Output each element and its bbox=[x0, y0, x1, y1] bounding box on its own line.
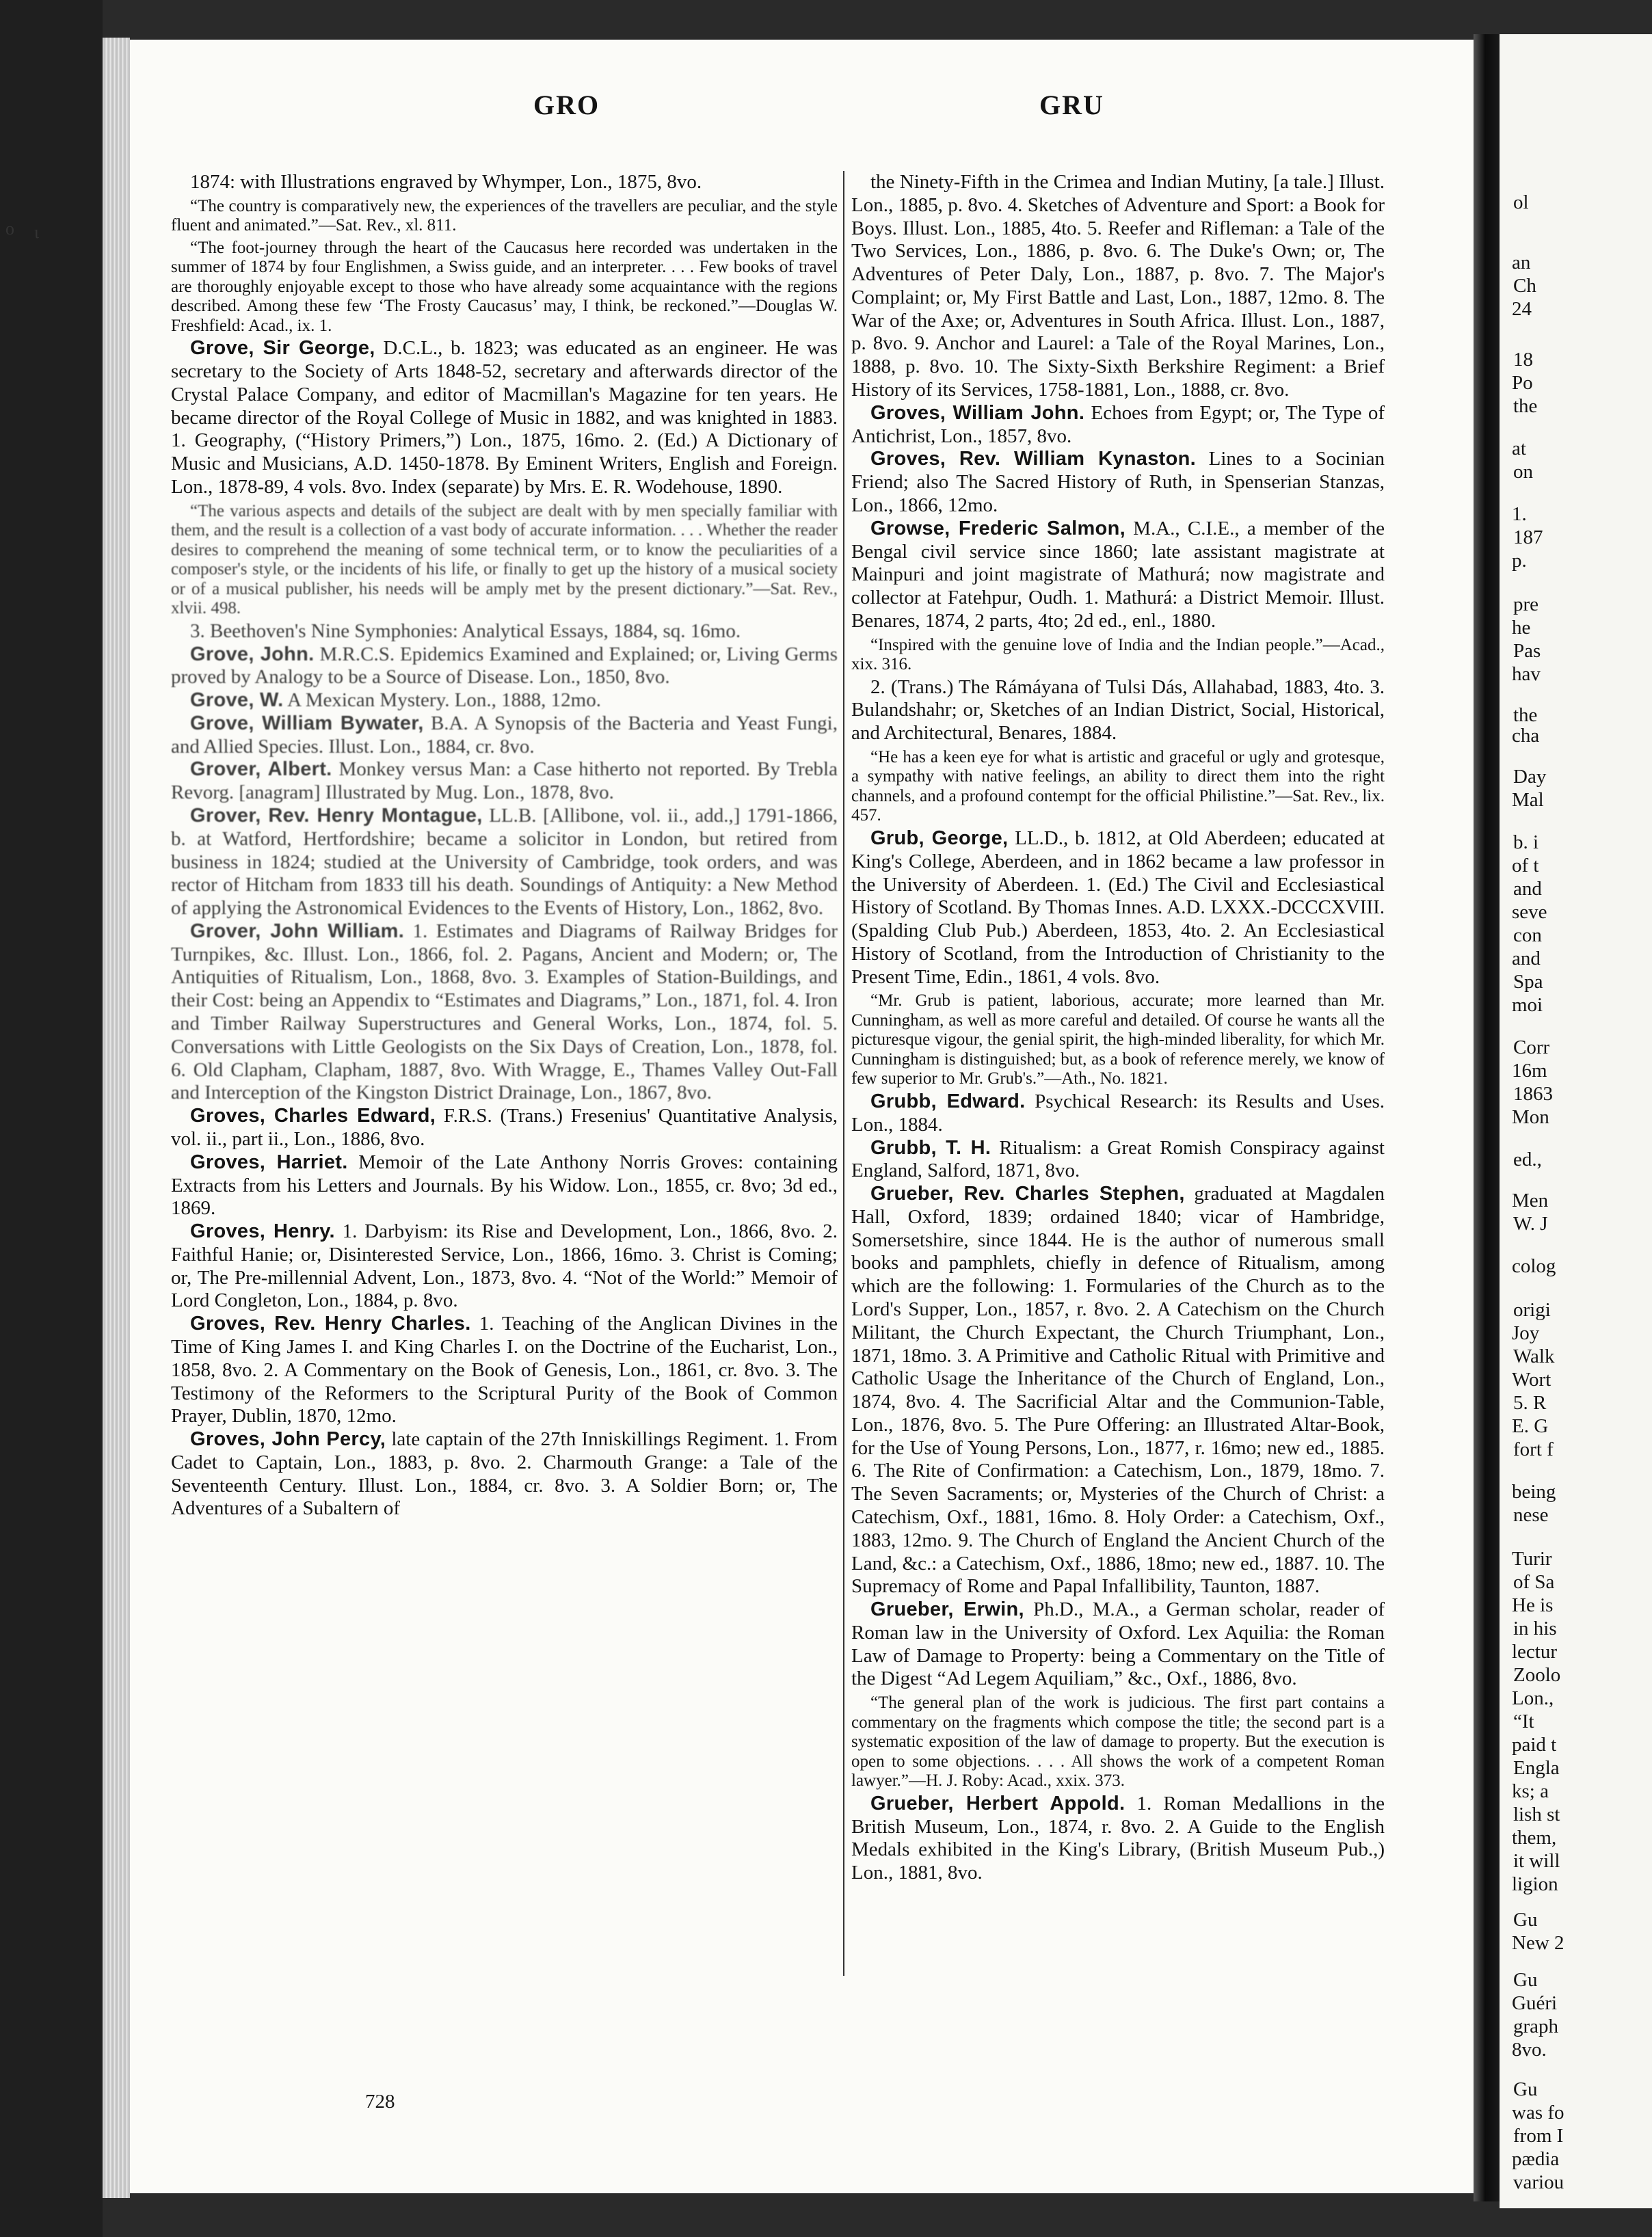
entry-headword: Groves, Charles Edward, bbox=[190, 1105, 436, 1127]
left-cover-edge bbox=[0, 0, 103, 2237]
facing-page-text-fragment: lectur bbox=[1512, 1641, 1558, 1663]
facing-page-text-fragment: fort f bbox=[1513, 1438, 1554, 1460]
facing-page-text-fragment: hav bbox=[1512, 663, 1541, 685]
dictionary-entry bbox=[851, 1137, 1385, 1183]
facing-page-text-fragment: Corr bbox=[1513, 1036, 1550, 1058]
dictionary-entry bbox=[171, 689, 838, 712]
facing-page-text-fragment: Gu bbox=[1513, 2078, 1538, 2100]
entry-continuation bbox=[171, 171, 838, 194]
running-header-right: GRU bbox=[1039, 90, 1104, 120]
entry-headword: Grover, Rev. Henry Montague, bbox=[190, 805, 483, 827]
column-rule bbox=[843, 171, 844, 1976]
page-number: 728 bbox=[365, 2091, 395, 2113]
facing-page-text-fragment: Spa bbox=[1513, 971, 1543, 993]
entry-text: M.A., C.I.E., a member of the Bengal civil service since 1860; late assistant magistrate at Mainpuri and joint magistrate of Mathurá; now magistrate and collector at Fatehpur, Oudh. 1. Mathurá: a District Memoir. Illust. Benares, 1874, 2 parts, 4to; 2d ed., enl., 1880. bbox=[851, 517, 1385, 632]
entry-text: 3. Beethoven's Nine Symphonies: Analytical Essays, 1884, sq. 16mo. bbox=[190, 619, 741, 642]
facing-page-text-fragment: them, bbox=[1512, 1827, 1557, 1849]
review-quote: “The country is comparatively new, the experiences of the travellers are peculiar, and the style fluent and animated.”—Sat. Rev., xl. 811. bbox=[171, 196, 838, 235]
entry-headword: Grub, George, bbox=[870, 827, 1009, 849]
entry-text: graduated at Magdalen Hall, Oxford, 1839; ordained 1840; vicar of Hambridge, Somersetshire, since 1844. He is the author of numerous small books and pamphlets, chiefly in defence of Ritualism, among which are the following: 1. Formularies of the Church as to the Lord's Supper, Lon., 1857, r. 8vo. 2. A Catechism on the Church Militant, the Church Expectant, the Church Triumphant, Lon., 1871, 18mo. 3. A Primitive and Catholic Ritual with Primitive and Catholic Usage the Inheritance of the Church of England, Lon., 1874, 8vo. 4. The Sacrificial Altar and the Communion-Table, Lon., 1876, 8vo. 5. The Pure Offering: an Illustrated Altar-Book, for the Use of Young Persons, Lon., 1877, r. 16mo; new ed., 1885. 6. The Rite of Confirmation: a Catechism, Lon., 1879, 18mo. 7. The Seven Sacraments; or, Mysteries of the Church of Christ: a Catechism, Oxf., 1881, 16mo. 8. Holy Order: a Catechism, Oxf., 1883, 12mo. 9. The Church of England the Ancient Church of the Land, &c.: a Catechism, Oxf., 1886, 18mo; new ed., 1887. 10. The Supremacy of Rome and Papal Infallibility, Taunton, 1887. bbox=[851, 1183, 1385, 1598]
entry-text: Ph.D., M.A., a German scholar, reader of Roman law in the University of Oxford. Lex Aquilia: the Roman Law of Damage to Property: being a Commentary on the Title of the Digest “Ad Legem Aquiliam,” &c., Oxf., 1886, 8vo. bbox=[851, 1598, 1385, 1690]
dictionary-entry bbox=[851, 402, 1385, 448]
facing-page-text-fragment: Zoolo bbox=[1513, 1664, 1561, 1686]
facing-page-text-fragment: origi bbox=[1513, 1299, 1551, 1321]
facing-page-text-fragment: pre bbox=[1513, 593, 1539, 615]
entry-text: F.R.S. (Trans.) Fresenius' Quantitative Analysis, vol. ii., part ii., Lon., 1886, 8vo. bbox=[171, 1105, 838, 1150]
entry-text: 1. Estimates and Diagrams of Railway Bridges for Turnpikes, &c. Illust. Lon., 1866, fol. 2. Pagans, Ancient and Modern; or, The Antiquities of Ritualism, Lon., 1868, 8vo. 3. Examples of Station-Buildings, and their Cost: being an Appendix to “Estimates and Diagrams,” Lon., 1871, fol. 4. Iron and Timber Railway Superstructures and General Works, Lon., 1874, fol. 5. Conversations with Little Geologists on the Six Days of Creation, Lon., 1878, fol. 6. Old Clapham, Clapham, 1887, 8vo. With Wragge, E., Thames Valley Out-Fall and Interception of the Kingston District Drainage, Lon., 1867, 8vo. bbox=[171, 920, 838, 1104]
facing-page-text-fragment: 1. bbox=[1512, 503, 1527, 525]
entry-headword: Grove, John. bbox=[190, 643, 315, 665]
right-column bbox=[851, 171, 1385, 1885]
dictionary-entry bbox=[851, 518, 1385, 633]
facing-page-text-fragment: graph bbox=[1513, 2015, 1559, 2037]
dictionary-entry bbox=[851, 448, 1385, 517]
facing-page-text-fragment: Day bbox=[1513, 766, 1547, 788]
facing-page-text-fragment: from I bbox=[1513, 2125, 1564, 2147]
review-quote: “Mr. Grub is patient, laborious, accurate; more learned than Mr. Cunningham, as well as more careful and detailed. Of course he wants all the picturesque vigour, the genial spirit, the high-minded liberality, for which Mr. Cunningham is distinguished; but, as a book of reference merely, we know of few superior to Mr. Grub's.”—Ath., No. 1821. bbox=[851, 991, 1385, 1088]
entry-headword: Grubb, Edward. bbox=[870, 1090, 1026, 1112]
facing-page-text-fragment: New 2 bbox=[1512, 1932, 1564, 1954]
dictionary-entry bbox=[171, 758, 838, 805]
entry-headword: Grueber, Herbert Appold. bbox=[870, 1792, 1125, 1814]
facing-page-text-fragment: ed., bbox=[1513, 1149, 1542, 1170]
entry-headword: Grover, John William. bbox=[190, 920, 405, 942]
facing-page-text-fragment: cha bbox=[1512, 725, 1540, 747]
entry-text: 1. Darbyism: its Rise and Development, Lon., 1866, 8vo. 2. Faithful Hanie; or, Disinterested Service, Lon., 1866, 16mo. 3. Christ is Coming; or, The Pre-millennial Advent, Lon., 1873, 8vo. 4. “Not of the World:” Memoir of Lord Congleton, Lon., 1884, p. 8vo. bbox=[171, 1220, 838, 1312]
review-quote: “He has a keen eye for what is artistic and graceful or ugly and grotesque, a sympathy with native feelings, an ability to direct them into the right channels, and a profound contempt for the official Philistine.”—Sat. Rev., lix. 457. bbox=[851, 747, 1385, 825]
entry-headword: Grueber, Erwin, bbox=[870, 1598, 1024, 1621]
facing-page-text-fragment: Wort bbox=[1512, 1369, 1551, 1391]
facing-page-text-fragment: of Sa bbox=[1513, 1571, 1555, 1593]
dictionary-entry bbox=[171, 337, 838, 498]
facing-page-text-fragment: “It bbox=[1513, 1711, 1534, 1732]
facing-page-text-fragment: was fo bbox=[1512, 2102, 1564, 2124]
dictionary-entry bbox=[171, 805, 838, 920]
dictionary-entry bbox=[851, 1598, 1385, 1691]
entry-headword: Groves, Rev. William Kynaston. bbox=[870, 448, 1196, 470]
entry-text: 1. Roman Medallions in the British Museum, Lon., 1874, r. 8vo. 2. A Guide to the English Medals exhibited in the King's Library, (British Museum Pub.,) Lon., 1881, 8vo. bbox=[851, 1792, 1385, 1884]
entry-text: 2. (Trans.) The Rámáyana of Tulsi Dás, Allahabad, 1883, 4to. 3. Bulandshahr; or, Sketches of an Indian District, Social, Historical, and Architectural, Benares, 1884. bbox=[851, 675, 1385, 745]
facing-page-text-fragment: b. i bbox=[1513, 831, 1539, 853]
book-gutter bbox=[1474, 34, 1500, 2201]
entry-text: LL.D., b. 1812, at Old Aberdeen; educated at King's College, Aberdeen, and in 1862 became a law professor in the University of Aberdeen. 1. (Ed.) The Civil and Ecclesiastical History of Scotland. By Thomas Innes. A.D. LXXX.-DCCCXVIII. (Spalding Club Pub.) Aberdeen, 1853, 4to. 2. An Ecclesiastical History of Scotland, from the Introduction of Christianity to the Present Time, Edin., 1861, 4 vols. 8vo. bbox=[851, 827, 1385, 988]
facing-page-text-fragment: colog bbox=[1512, 1255, 1556, 1277]
entry-continuation bbox=[851, 676, 1385, 745]
facing-page-text-fragment: Joy bbox=[1512, 1322, 1540, 1344]
running-header-left: GRO bbox=[533, 90, 600, 120]
facing-page-text-fragment: 1863 bbox=[1513, 1083, 1553, 1105]
facing-page-text-fragment: 18 bbox=[1513, 349, 1533, 371]
entry-continuation bbox=[851, 171, 1385, 402]
entry-text: Ritualism: a Great Romish Conspiracy against England, Salford, 1871, 8vo. bbox=[851, 1136, 1385, 1182]
dictionary-entry bbox=[851, 827, 1385, 989]
dictionary-entry bbox=[171, 1151, 838, 1220]
entry-text: Monkey versus Man: a Case hitherto not reported. By Trebla Revorg. [anagram] Illustrated by Mug. Lon., 1878, 8vo. bbox=[171, 758, 838, 804]
entry-headword: Grover, Albert. bbox=[190, 758, 332, 781]
facing-page-text-fragment: ks; a bbox=[1512, 1780, 1549, 1802]
facing-page-text-fragment: Turir bbox=[1512, 1548, 1552, 1570]
dictionary-entry bbox=[171, 643, 838, 690]
dictionary-entry bbox=[171, 1220, 838, 1313]
entry-text: the Ninety-Fifth in the Crimea and Indian Mutiny, [a tale.] Illust. Lon., 1885, p. 8vo. 4. Sketches of Adventure and Sport: a Book for Boys. Illust. Lon., 1885, 4to. 5. Reefer and Rifleman: a Tale of the Two Services, Lon., 1886, p. 8vo. 6. The Duke's Own; or, The Adventures of Peter Daly, Lon., 1887, p. 8vo. 7. The Major's Complaint; or, My First Battle and Last, Lon., 1887, 12mo. 8. The War of the Axe; or, Adventures in South Africa. Illust. Lon., 1887, p. 8vo. 9. Anchor and Laurel: a Tale of the Royal Marines, Lon., 1888, p. 8vo. 10. The Sixty-Sixth Berkshire Regiment: a Brief History of its Services, 1758-1881, Lon., 1888, cr. 8vo. bbox=[851, 171, 1385, 401]
facing-page-text-fragment: the bbox=[1513, 704, 1538, 726]
facing-page bbox=[1500, 34, 1652, 2208]
facing-page-text-fragment: lish st bbox=[1513, 1804, 1560, 1825]
facing-page-text-fragment: Mon bbox=[1512, 1106, 1549, 1128]
entry-headword: Groves, Harriet. bbox=[190, 1151, 348, 1173]
entry-continuation bbox=[171, 620, 838, 643]
facing-page-text-fragment: pædia bbox=[1512, 2148, 1560, 2170]
dictionary-entry bbox=[171, 920, 838, 1105]
facing-page-text-fragment: 16m bbox=[1512, 1060, 1547, 1082]
page-stack-edge bbox=[103, 38, 130, 2198]
facing-page-text-fragment: and bbox=[1512, 948, 1541, 969]
entry-headword: Groves, Henry. bbox=[190, 1220, 335, 1243]
facing-page-text-fragment: nese bbox=[1513, 1504, 1549, 1526]
entry-headword: Groves, William John. bbox=[870, 401, 1085, 424]
dictionary-entry bbox=[171, 1105, 838, 1151]
facing-page-text-fragment: 24 bbox=[1512, 298, 1532, 320]
entry-text: A Mexican Mystery. Lon., 1888, 12mo. bbox=[283, 689, 601, 712]
facing-page-text-fragment: of t bbox=[1512, 855, 1539, 876]
entry-headword: Grove, Sir George, bbox=[190, 337, 375, 360]
entry-headword: Groves, John Percy, bbox=[190, 1428, 386, 1451]
entry-text: Echoes from Egypt; or, The Type of Antichrist, Lon., 1857, 8vo. bbox=[851, 401, 1385, 447]
facing-page-text-fragment: p. bbox=[1512, 550, 1527, 572]
entry-text: B.A. A Synopsis of the Bacteria and Yeast Fungi, and Allied Species. Illust. Lon., 1884, cr. 8vo. bbox=[171, 712, 838, 758]
facing-page-text-fragment: Lon., bbox=[1512, 1687, 1554, 1709]
left-column bbox=[171, 171, 838, 1521]
entry-text: LL.B. [Allibone, vol. ii., add.,] 1791-1866, b. at Watford, Hertfordshire; became a solicitor in London, but retired from business in 1824; studied at the University of Cambridge, took orders, and was rector of Hitcham from 1833 till his death. Soundings of Antiquity: a New Method of applying the Astronomical Evidences to the Events of History, Lon., 1862, 8vo. bbox=[171, 805, 838, 920]
facing-page-text-fragment: he bbox=[1512, 617, 1531, 639]
review-quote: “The foot-journey through the heart of the Caucasus here recorded was undertaken in the summer of 1874 by four Englishmen, a Swiss guide, and an interpreter. . . . Few books of travel are thoroughly enjoyable except to those who have already some acquaintance with the regions described. Among these few ‘The Frosty Caucasus’ may, I think, be reckoned.”—Douglas W. Freshfield: Acad., ix. 1. bbox=[171, 238, 838, 335]
facing-page-text-fragment: He is bbox=[1512, 1594, 1554, 1616]
facing-page-text-fragment: Po bbox=[1512, 372, 1533, 394]
facing-page-text-fragment: paid t bbox=[1512, 1734, 1557, 1756]
facing-page-text-fragment: Engla bbox=[1513, 1757, 1560, 1779]
facing-page-text-fragment: Guéri bbox=[1512, 1992, 1558, 2014]
facing-page-text-fragment: an bbox=[1512, 252, 1531, 273]
dictionary-entry bbox=[171, 1428, 838, 1521]
entry-headword: Grove, W. bbox=[190, 689, 284, 712]
review-quote: “Inspired with the genuine love of India and the Indian people.”—Acad., xix. 316. bbox=[851, 635, 1385, 674]
facing-page-text-fragment: in his bbox=[1513, 1618, 1557, 1639]
facing-page-text-fragment: ol bbox=[1513, 191, 1529, 213]
entry-text: D.C.L., b. 1823; was educated as an engineer. He was secretary to the Society of Arts 1848-52, secretary and afterwards director of the Crystal Palace Company, and editor of Macmillan's Magazine for ten years. He became director of the Royal College of Music in 1882, and was knighted in 1883. 1. Geography, (“History Primers,”) Lon., 1875, 16mo. 2. (Ed.) A Dictionary of Music and Musicians, A.D. 1450-1878. By Eminent Writers, English and Foreign. Lon., 1878-89, 4 vols. 8vo. Index (separate) by Mrs. E. R. Wodehouse, 1890. bbox=[171, 337, 838, 498]
facing-page-text-fragment: Men bbox=[1512, 1190, 1549, 1211]
facing-page-text-fragment: seve bbox=[1512, 901, 1547, 923]
dictionary-entry bbox=[171, 712, 838, 759]
review-quote: “The various aspects and details of the subject are dealt with by men specially familiar with them, and the result is a collection of a vast body of accurate information. . . . Whether the reader desires to comprehend the meaning of some technical term, or to know the peculiarities of a composer's style, or the incidents of his life, or finally to get up the history of a musical society or of a musical publisher, his needs will be amply met by the present dictionary.”—Sat. Rev., xlvii. 498. bbox=[171, 501, 838, 618]
entry-headword: Grove, William Bywater, bbox=[190, 712, 424, 734]
facing-page-text-fragment: con bbox=[1513, 924, 1542, 946]
entry-headword: Groves, Rev. Henry Charles. bbox=[190, 1313, 471, 1335]
facing-page-text-fragment: moi bbox=[1512, 994, 1543, 1016]
facing-page-text-fragment: at bbox=[1512, 438, 1526, 459]
entry-text: M.R.C.S. Epidemics Examined and Explained; or, Living Germs proved by Analogy to be a Source of Disease. Lon., 1850, 8vo. bbox=[171, 643, 838, 688]
dictionary-entry bbox=[171, 1313, 838, 1428]
entry-headword: Grueber, Rev. Charles Stephen, bbox=[870, 1183, 1185, 1205]
facing-page-text-fragment: W. J bbox=[1513, 1213, 1548, 1235]
facing-page-text-fragment: Gu bbox=[1513, 1909, 1538, 1931]
review-quote: “The general plan of the work is judicious. The first part contains a commentary on the fragments which compose the title; the second part is a systematic exposition of the law of damage to property. But the execution is open to some objections. . . . All shows the work of a competent Roman lawyer.”—H. J. Roby: Acad., xxix. 373. bbox=[851, 1693, 1385, 1791]
entry-headword: Growse, Frederic Salmon, bbox=[870, 517, 1125, 539]
entry-text: Lines to a Socinian Friend; also The Sacred History of Ruth, in Spenserian Stanzas, Lon., 1866, 12mo. bbox=[851, 448, 1385, 516]
dictionary-entry bbox=[851, 1090, 1385, 1137]
facing-page-text-fragment: it will bbox=[1513, 1850, 1560, 1872]
facing-page-text-fragment: ligion bbox=[1512, 1873, 1558, 1895]
facing-page-text-fragment: and bbox=[1513, 878, 1542, 900]
facing-page-text-fragment: Ch bbox=[1513, 275, 1536, 297]
facing-page-text-fragment: being bbox=[1512, 1481, 1556, 1503]
dictionary-entry bbox=[851, 1183, 1385, 1598]
scan-mark: ι bbox=[34, 222, 39, 242]
facing-page-text-fragment: Walk bbox=[1513, 1345, 1555, 1367]
facing-page-text-fragment: E. G bbox=[1512, 1415, 1549, 1437]
facing-page-text-fragment: 187 bbox=[1513, 526, 1543, 548]
facing-page-text-fragment: Gu bbox=[1513, 1969, 1538, 1991]
dictionary-entry bbox=[851, 1793, 1385, 1885]
entry-headword: Grubb, T. H. bbox=[870, 1136, 991, 1159]
entry-text: Memoir of the Late Anthony Norris Groves: containing Extracts from his Letters and Journals. By his Widow. Lon., 1855, cr. 8vo; 3d ed., 1869. bbox=[171, 1151, 838, 1220]
facing-page-text-fragment: variou bbox=[1513, 2171, 1564, 2193]
entry-text: 1. Teaching of the Anglican Divines in the Time of King James I. and King Charles I. on the Doctrine of the Eucharist, Lon., 1858, 8vo. 2. A Commentary on the Book of Genesis, Lon., 1861, cr. 8vo. 3. The Testimony of the Reformers to the Scriptural Purity of the Book of Common Prayer, Dublin, 1870, 12mo. bbox=[171, 1313, 838, 1428]
scan-mark: o bbox=[5, 219, 14, 239]
facing-page-text-fragment: the bbox=[1513, 395, 1538, 417]
facing-page-text-fragment: Pas bbox=[1513, 640, 1541, 662]
facing-page-text-fragment: 5. R bbox=[1513, 1392, 1547, 1414]
facing-page-text-fragment: Mal bbox=[1512, 789, 1544, 811]
entry-text: Psychical Research: its Results and Uses. Lon., 1884. bbox=[851, 1090, 1385, 1136]
entry-text: 1874: with Illustrations engraved by Whymper, Lon., 1875, 8vo. bbox=[190, 171, 702, 193]
entry-text: late captain of the 27th Inniskillings Regiment. 1. From Cadet to Captain, Lon., 1883, p. 8vo. 2. Charmouth Grange: a Tale of the Seventeenth Century. Illust. Lon., 1884, cr. 8vo. 3. A Soldier Born; or, The Adventures of a Subaltern of bbox=[171, 1428, 838, 1520]
facing-page-text-fragment: 8vo. bbox=[1512, 2039, 1547, 2061]
facing-page-text-fragment: on bbox=[1513, 461, 1533, 483]
